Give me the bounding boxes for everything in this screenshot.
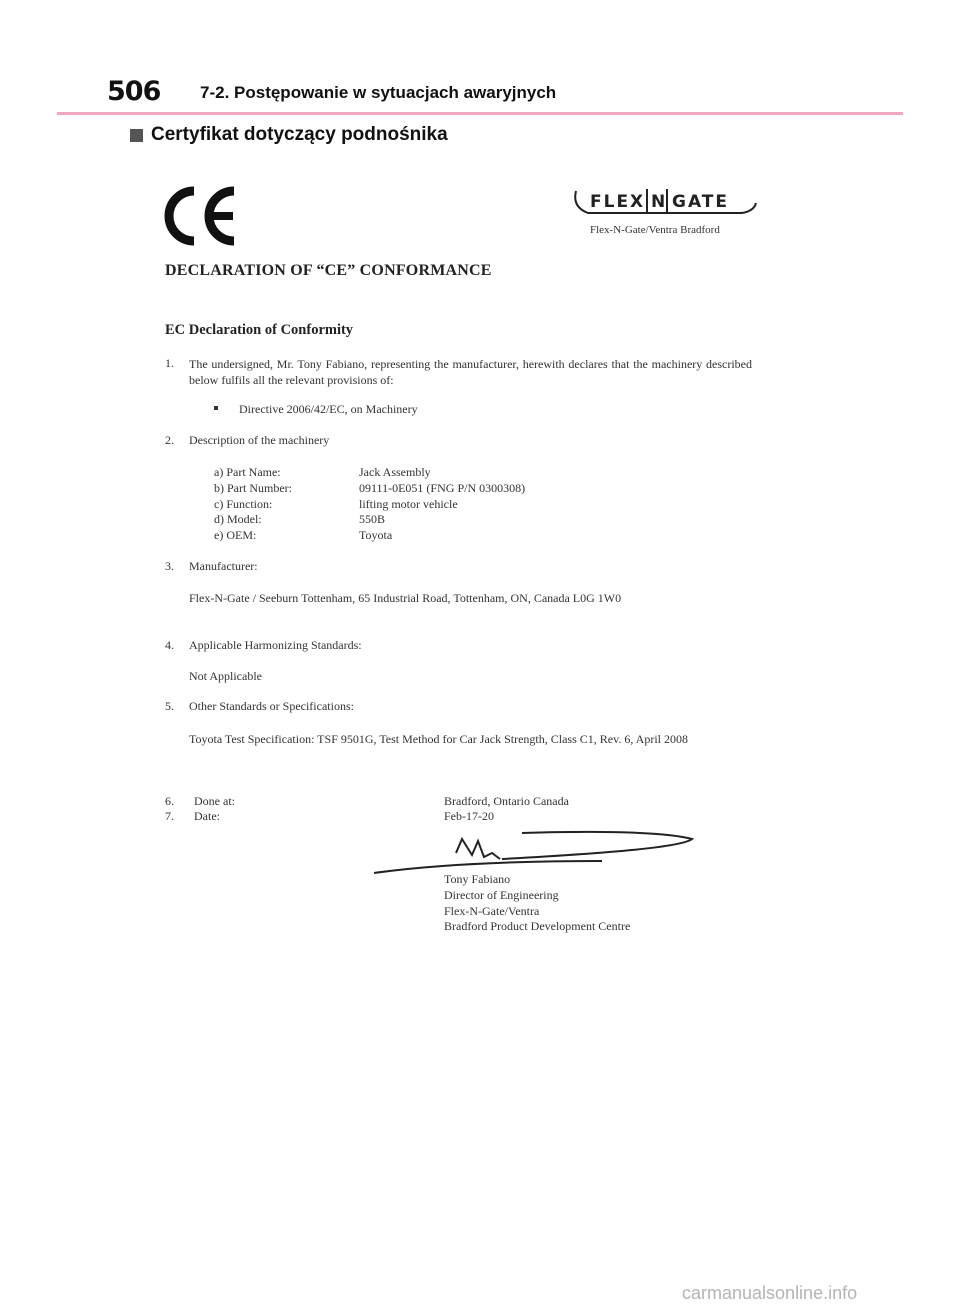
item-1-text: The undersigned, Mr. Tony Fabiano, representing the manufacturer, herewith declares that the machinery described below fulfils all the relevant provisions of:: [189, 357, 752, 387]
item-1-number: 1.: [165, 356, 174, 370]
model-value: 550B: [359, 512, 386, 526]
item-6-number: 6.: [165, 794, 174, 808]
section-title: 7-2. Postępowanie w sytuacjach awaryjnych: [200, 83, 557, 102]
function-label: c) Function:: [214, 497, 273, 511]
harmonizing-value: Not Applicable: [189, 669, 262, 683]
manufacturer-value: Flex-N-Gate / Seeburn Tottenham, 65 Industrial Road, Tottenham, ON, Canada L0G 1W0: [189, 591, 622, 605]
item-4-number: 4.: [165, 638, 174, 652]
ec-declaration-heading: EC Declaration of Conformity: [165, 322, 354, 338]
oem-label: e) OEM:: [214, 528, 257, 542]
other-standards-label: Other Standards or Specifications:: [189, 699, 354, 713]
subheading-text: Certyfikat dotyczący podnośnika: [151, 124, 448, 145]
directive-text: Directive 2006/42/EC, on Machinery: [239, 402, 418, 416]
flex-n-gate-logo: [570, 183, 760, 223]
other-standards-value: Toyota Test Specification: TSF 9501G, Test Method for Car Jack Strength, Class C1, Rev. 6, April 2008: [189, 732, 688, 746]
item-2-text: Description of the machinery: [189, 433, 330, 447]
item-7-number: 7.: [165, 809, 174, 823]
signatory-title: Director of Engineering: [444, 888, 559, 902]
part-name-label: a) Part Name:: [214, 465, 281, 479]
logo-caption: Flex-N-Gate/Ventra Bradford: [590, 224, 720, 236]
page-number: 506: [107, 76, 161, 107]
svg-text:N: N: [651, 192, 666, 212]
model-label: d) Model:: [214, 512, 262, 526]
part-number-value: 09111-0E051 (FNG P/N 0300308): [359, 481, 526, 495]
item-3-number: 3.: [165, 559, 174, 573]
harmonizing-label: Applicable Harmonizing Standards:: [189, 638, 362, 652]
svg-text:FLEX: FLEX: [590, 192, 646, 212]
date-label: Date:: [194, 809, 220, 823]
item-5-number: 5.: [165, 699, 174, 713]
done-at-value: Bradford, Ontario Canada: [444, 794, 569, 808]
oem-value: Toyota: [359, 528, 393, 542]
part-number-label: b) Part Number:: [214, 481, 292, 495]
date-value: Feb-17-20: [444, 809, 494, 823]
signatory-company: Flex-N-Gate/Ventra: [444, 904, 540, 918]
manufacturer-label: Manufacturer:: [189, 559, 258, 573]
svg-text:GATE: GATE: [672, 192, 729, 212]
ce-mark-logo: [163, 185, 241, 247]
bullet-icon: [214, 406, 218, 410]
handwritten-signature: [372, 825, 702, 877]
function-value: lifting motor vehicle: [359, 497, 458, 511]
item-2-number: 2.: [165, 433, 174, 447]
footer-watermark: carmanualsonline.info: [682, 1283, 858, 1303]
signatory-name: Tony Fabiano: [444, 872, 511, 886]
done-at-label: Done at:: [194, 794, 235, 808]
signatory-location: Bradford Product Development Centre: [444, 919, 631, 933]
declaration-title: DECLARATION OF “CE” CONFORMANCE: [165, 262, 492, 279]
part-name-value: Jack Assembly: [359, 465, 431, 479]
